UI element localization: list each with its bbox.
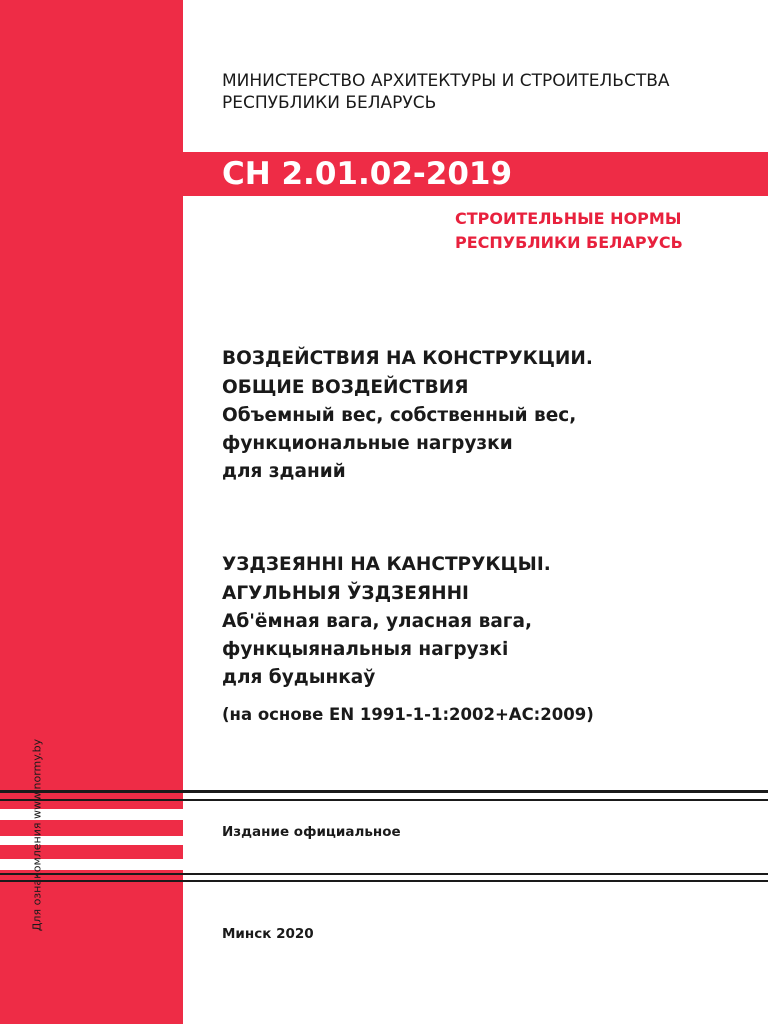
divider-rule-top-thick bbox=[0, 790, 768, 793]
title-by-line-4: функцыянальныя нагрузкі bbox=[222, 639, 509, 660]
city-year: Минск 2020 bbox=[222, 926, 314, 942]
norms-type-line-2: РЕСПУБЛИКИ БЕЛАРУСЬ bbox=[455, 233, 683, 252]
document-code: СН 2.01.02-2019 bbox=[222, 156, 513, 192]
norms-type-line-1: СТРОИТЕЛЬНЫЕ НОРМЫ bbox=[455, 209, 682, 228]
title-belarusian bbox=[222, 550, 551, 692]
title-ru-line-4: функциональные нагрузки bbox=[222, 433, 513, 454]
title-ru-line-1: ВОЗДЕЙСТВИЯ НА КОНСТРУКЦИИ. bbox=[222, 348, 593, 369]
standard-basis: (на основе EN 1991-1-1:2002+AC:2009) bbox=[222, 705, 594, 724]
title-by-line-5: для будынкаў bbox=[222, 667, 376, 688]
watermark-text: Для ознакомления www.normy.by bbox=[30, 738, 44, 932]
white-stripe-1 bbox=[0, 809, 183, 820]
title-by-line-2: АГУЛЬНЫЯ ЎЗДЗЕЯННІ bbox=[222, 583, 469, 604]
norms-type bbox=[455, 207, 683, 255]
ministry-name bbox=[222, 70, 670, 114]
divider-rule-bottom bbox=[0, 880, 768, 882]
title-ru-line-5: для зданий bbox=[222, 461, 346, 482]
title-russian bbox=[222, 344, 593, 486]
divider-rule-bottom-thin bbox=[0, 873, 768, 875]
title-by-line-3: Аб'ёмная вага, уласная вага, bbox=[222, 611, 532, 632]
left-red-band bbox=[0, 0, 183, 1024]
ministry-line-1: МИНИСТЕРСТВО АРХИТЕКТУРЫ И СТРОИТЕЛЬСТВА bbox=[222, 71, 670, 91]
title-ru-line-3: Объемный вес, собственный вес, bbox=[222, 405, 577, 426]
title-by-line-1: УЗДЗЕЯННІ НА КАНСТРУКЦЫІ. bbox=[222, 554, 551, 575]
divider-rule-top-thin bbox=[0, 799, 768, 801]
white-stripe-2 bbox=[0, 836, 183, 845]
title-ru-line-2: ОБЩИЕ ВОЗДЕЙСТВИЯ bbox=[222, 377, 469, 398]
white-stripe-3 bbox=[0, 859, 183, 870]
edition-label: Издание официальное bbox=[222, 824, 401, 840]
ministry-line-2: РЕСПУБЛИКИ БЕЛАРУСЬ bbox=[222, 93, 437, 113]
